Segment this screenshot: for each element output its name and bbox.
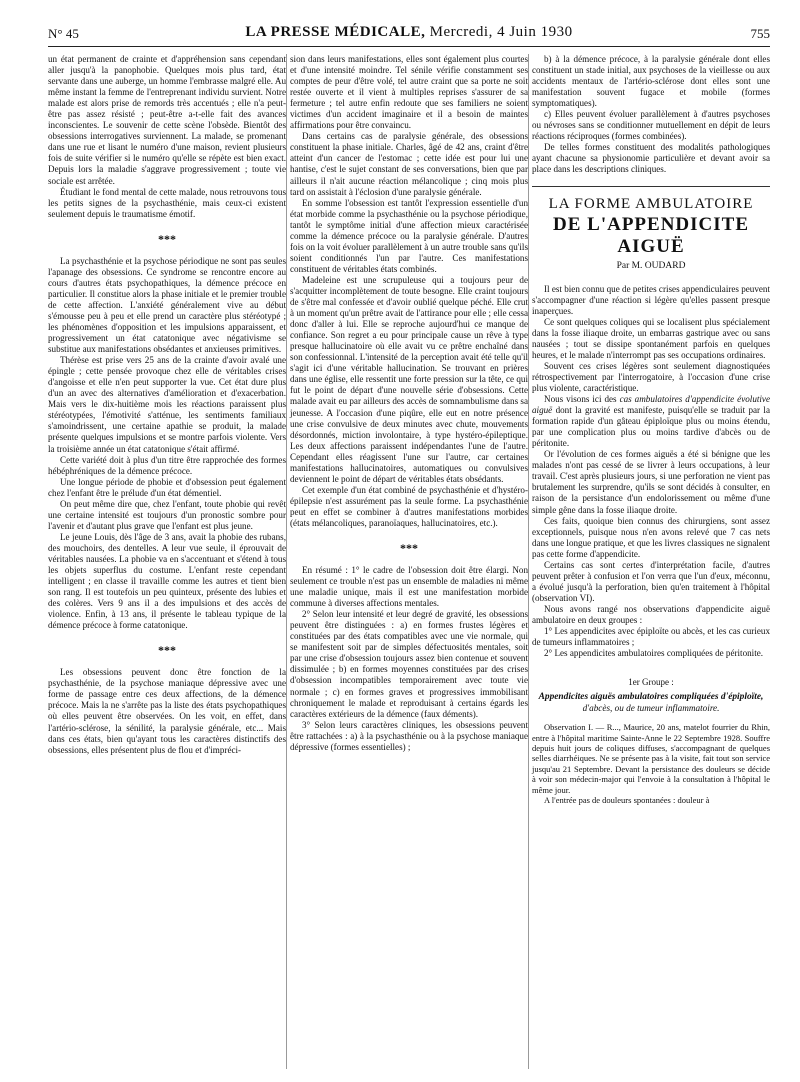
issue-date: Mercredi, 4 Juin 1930 [429, 24, 573, 40]
page-number: 755 [750, 26, 770, 41]
subheading: Appendicites aiguës ambulatoires compliquées d'épiploïte, [538, 692, 764, 703]
paragraph: Ces faits, quoique bien connus des chirurgiens, sont assez exceptionnels, puisque nous n'en avons relevé que 7 cas nets dans une longue pratique, et que les livres classiques ne signalent pas cette forme d'appendicite. [532, 515, 770, 559]
journal-name: LA PRESSE MÉDICALE, [245, 24, 426, 40]
column-divider [528, 54, 529, 1069]
paragraph: En somme l'obsession est tantôt l'expression essentielle d'un état morbide comme la psychasthénie ou la psychose périodique, tantôt le symptôme initial d'une affection mieux caractérisée comme la démence précoce ou la paralysie générale. D'autres fois on la voit évoluer parallèlement à un autre trouble sans qu'ils soient conditionnés l'un par l'autre. Ces manifestations constituent de véritables états combinés. [290, 197, 528, 274]
section-separator: *** [158, 231, 176, 246]
paragraph: b) à la démence précoce, à la paralysie générale dont elles constituent un stade initial, aux psychoses de la vieillesse ou aux accidents mentaux de l'artério-sclérose dont elles sont une manifestation souvent fugace et mobile (formes symptomatiques). [532, 54, 770, 109]
article-title-line2: DE L'APPENDICITE AIGUË [553, 213, 749, 257]
paragraph: un état permanent de crainte et d'appréhension sans cependant aller jusqu'à la panophobie. Quelques mois plus tard, état servante dans une auberge, un homme l'embrasse malgré elle. Au même instant la femme de l'entreprenant individu survient. Notre malade est alors prise de remords très accentués ; elle n'a peut-être pas assez résisté ; peut-être a-t-elle fait des avances inconscientes. Le souvenir de cette scène l'obsède. Bientôt des obsessions interrogatives surviennent. La malade, se promenant dans une rue et lisant le numéro d'une maison, revient plusieurs fois de suite vérifier si le numéro qu'elle se répète est bien exact. Depuis lors la maladie s'aggrave progressivement ; toute vie sociale est arrêtée. [48, 54, 286, 186]
paragraph: Souvent ces crises légères sont seulement diagnostiquées rétrospectivement par l'interrogatoire, à l'occasion d'une crise plus violente, caractéristique. [532, 360, 770, 393]
column-middle [290, 54, 528, 753]
paragraph: c) Elles peuvent évoluer parallèlement à d'autres psychoses ou névroses sans se conditionner mutuellement en dépit de leurs réactions réciproques (formes combinées). [532, 109, 770, 142]
paragraph: Certains cas sont certes d'interprétation facile, d'autres peuvent prêter à confusion et l'on verra que l'un d'eux, méconnu, a évolué jusqu'à la perforation, bien qu'en traitement à l'hôpital (observation VI). [532, 559, 770, 603]
paragraph: 2° Les appendicites ambulatoires compliquées de péritonite. [544, 648, 764, 659]
paragraph: Une longue période de phobie et d'obsession peut également chez l'enfant être le prélude d'un état démentiel. [48, 476, 286, 498]
paragraph: Madeleine est une scrupuleuse qui a toujours peur de s'acquitter incomplètement de toute besogne. Elle craint toujours de s'être mal confessée et d'avoir oublié quelque péché. Elle crut à un moment qu'un prêtre avait de l'attirance pour elle ; elle cessa donc d'aller à lui. Elle se reproche aujourd'hui ce manque de confiance. Son regret a eu pour principale cause un rêve à type presque hallucinatoire où elle avait vu ce prêtre enchaîné dans son confessionnal. L'intensité de la perception avait été telle qu'il s'agit ici d'une véritable hallucination. Se trouvant en prières dans une église, elle ressentit une forte pression sur la tête, ce qui fut le point de départ d'une nouvelle série d'obsessions. Cette malade avait eu par ailleurs des accès de somnambulisme dans sa jeunesse. A l'occasion d'une piqûre, elle eut en notre présence une crise convulsive de deux minutes avec chute, mouvements désordonnés, miction involontaire, à type hystéro-épileptique. Les deux affections paraissent indépendantes l'une de l'autre. Cependant elles réagissent l'une sur l'autre, car certaines manifestations hallucinatoires, automatiques ou convulsives deviennent le point de départ de véritables états obsédants. [290, 274, 528, 484]
observation-text: Observation I. — R..., Maurice, 20 ans, matelot fourrier du Rhin, entre à l'hôpital maritime Sainte-Anne le 22 Septembre 1928. Souffre depuis huit jours de coliques diffuses, s'accompagnant de quelques selles diarrhéiques. Ne se présente pas à la visite, fait tout son service jusqu'au 21 Septembre. Devant la persistance des douleurs se décide à voir son médecin-major qui l'envoie à la consultation à l'hôpital le même jour. [532, 722, 770, 795]
text-run: Nous visons ici des [544, 394, 620, 405]
running-title [48, 24, 770, 41]
paragraph: Ce sont quelques coliques qui se localisent plus spécialement dans la fosse iliaque droite, un embarras gastrique avec ou sans nausées ; tout se dissipe spontanément parfois en quelques heures, et le malade n'interrompt pas ses occupations ordinaires. [532, 316, 770, 360]
subheading: d'abcès, ou de tumeur inflammatoire. [582, 703, 720, 714]
paragraph: Or l'évolution de ces formes aiguës a été si bénigne que les malades n'ont pas cessé de se livrer à leurs occupations, à leur travail. C'est après plusieurs jours, si une perforation ne vient pas brutalement les surprendre, qu'ils se sont décidés à consulter, en raison de la persistance d'un endolorissement ou même d'une simple gêne dans la fosse iliaque droite. [532, 449, 770, 515]
article-rule [532, 186, 770, 187]
column-right [532, 54, 770, 805]
paragraph: Étudiant le fond mental de cette malade, nous retrouvons tous les petits signes de la psychasthénie, mais ceux-ci existent seulement depuis le traumatisme émotif. [48, 186, 286, 219]
column-divider [286, 54, 287, 1069]
section-separator: *** [400, 541, 418, 556]
paragraph: Les obsessions peuvent donc être fonction de la psychasthénie, de la psychose maniaque dépressive avec une forme de passage entre ces deux affections, de la démence précoce. Mais la ne s'arrête pas la liste des états psychopathiques où elles peuvent être observées. On les voit, en effet, dans l'artério-sclérose, la sénilité, la paralysie générale, etc... Mais dans ces états, bien qu'ayant tous les caractères distinctifs des obsessions, elles présentent plus de flou et d'impréci- [48, 667, 286, 755]
paragraph: Le jeune Louis, dès l'âge de 3 ans, avait la phobie des rubans, des mouchoirs, des dentelles. A leur vue seule, il éprouvait de véritables nausées. La phobie va en s'accentuant et s'étend à tous les objets superflus du costume. L'enfant reste cependant intelligent ; en classe il travaille comme les autres et tient bien son rang. Il est toutefois un peu quinteux, présente des lubies et des colères. Vers 9 ans il a des impulsions et des accès de violence. Enfin, à 13 ans, il présente le tableau typique de la démence précoce à forme catatonique. [48, 531, 286, 631]
article-title-line1: LA FORME AMBULATOIRE [548, 195, 754, 212]
paragraph: En résumé : 1° le cadre de l'obsession doit être élargi. Non seulement ce trouble n'est pas un ensemble de maladies ni même une maladie unique, mais il est une manifestation morbide commune à diverses affections mentales. [290, 565, 528, 609]
paragraph: sion dans leurs manifestations, elles sont également plus courtes et d'une intensité moindre. Tel sénile vérifie constamment ses comptes de peur d'être volé, tel autre craint que sa porte ne soit restée ouverte et il vient à multiples reprises s'assurer de sa fermeture ; tel autre enfin redoute que ses familiers ne soient victimes d'un accident imaginaire et il a besoin de maintes affirmations pour être convaincu. [290, 54, 528, 131]
paragraph: Nous avons rangé nos observations d'appendicite aiguë ambulatoire en deux groupes : [532, 603, 770, 625]
group-heading: 1er Groupe : [628, 677, 674, 688]
paragraph: 3° Selon leurs caractères cliniques, les obsessions peuvent être rattachées : a) à la psychasthénie ou à la psychose maniaque dépressive (formes essentielles) ; [290, 719, 528, 752]
paragraph: 1° Les appendicites avec épiploïte ou abcès, et les cas curieux de tumeurs inflammatoires ; [532, 626, 770, 648]
article-author: Par M. OUDARD [616, 260, 686, 271]
paragraph: Il est bien connu que de petites crises appendiculaires peuvent s'accompagner d'une réaction si légère qu'elles passent presque inaperçues. [532, 283, 771, 316]
text-run: dont la gravité est manifeste, puisqu'elle se traduit par la formation rapide d'un gâteau épiploïque plus ou moins étendu, par une complication plus ou moins tardive d'abcès ou de péritonite. [532, 405, 770, 449]
paragraph [532, 394, 770, 449]
paragraph: Dans certains cas de paralysie générale, des obsessions constituent la phase initiale. Charles, âgé de 42 ans, craint d'être atteint d'un cancer de l'estomac ; cette idée est pour lui une hantise, c'est le sujet constant de ses conversations, bien que par ailleurs il n'ait aucune réaction mélancolique ; cinq mois plus tard on assistait à l'éclosion d'une paralysie générale. [290, 131, 528, 197]
paragraph: On peut même dire que, chez l'enfant, toute phobie qui revêt une certaine intensité est toujours d'un pronostic sombre pour l'avenir et d'autant plus grave que l'enfant est plus jeune. [48, 498, 286, 531]
observation-text: A l'entrée pas de douleurs spontanées : douleur à [544, 795, 710, 806]
paragraph: Thérèse est prise vers 25 ans de la crainte d'avoir avalé une épingle ; cette pensée provoque chez elle de véritables crises d'angoisse et elle n'en peut supporter la vue. Cet état dure plus d'un an avec des alternatives d'amélioration et d'exacerbation. Mais vers le dix-huitième mois les réactions paraissent plus stéréotypées, l'émotivité s'atténue, les sentiments familiaux s'amoindrissent, une certaine apathie se produit, la malade présente quelques impulsions et se montre parfois violente. Vers la troisième année un état catatonique s'était affirmé. [48, 355, 286, 454]
column-left [48, 54, 286, 756]
paragraph: Cette variété doit à plus d'un titre être rapprochée des formes hébéphréniques de la démence précoce. [48, 454, 286, 476]
paragraph: De telles formes constituent des modalités pathologiques ayant chacune sa physionomie particulière et devant avoir sa place dans les descriptions cliniques. [532, 142, 770, 175]
paragraph: 2° Selon leur intensité et leur degré de gravité, les obsessions peuvent être distinguées : a) en formes frustes légères et constituées par des états compatibles avec une vie normale, qui se manifestent soit par de simples défectuosités mentales, soit par une crise d'obsession toujours assez bien contenue et souvent dissimulée ; b) en formes moyennes constituées par des crises d'obsession incompatibles temporairement avec toute vie normale ; c) en formes graves et progressives immobilisant chroniquement le malade et reproduisant à certains égards les caractères extérieurs de la démence (faux déments). [290, 609, 528, 719]
paragraph: La psychasthénie et la psychose périodique ne sont pas seules l'apanage des obsessions. Ce syndrome se rencontre encore au cours d'autres états psychopathiques, la démence précoce en particulier. Il constitue alors la phase initiale et le premier trouble de cette affection. L'anxiété généralement vive au début s'émousse peu à peu et elle prend un caractère plus stéréotypé ; les phénomènes d'opposition et les impulsions apparaissent, et progressivement un état catatonique avec négativisme se substitue aux manifestations obsédantes et anxieuses primitives. [48, 255, 286, 355]
page-header [48, 24, 770, 46]
issue-number: N° 45 [48, 26, 79, 41]
paragraph: Cet exemple d'un état combiné de psychasthénie et d'hystéro-épilepsie n'est assurément pas la seule forme. La psychasthénie peut en effet se combiner à d'autres manifestations morbides (états mélancoliques, paranoïaques, hallucinatoires, etc.). [290, 484, 528, 528]
emphasis: cas ambulatoires d'appendicite évolutive aiguë [532, 394, 770, 416]
header-rule [48, 46, 770, 47]
section-separator: *** [158, 643, 176, 658]
